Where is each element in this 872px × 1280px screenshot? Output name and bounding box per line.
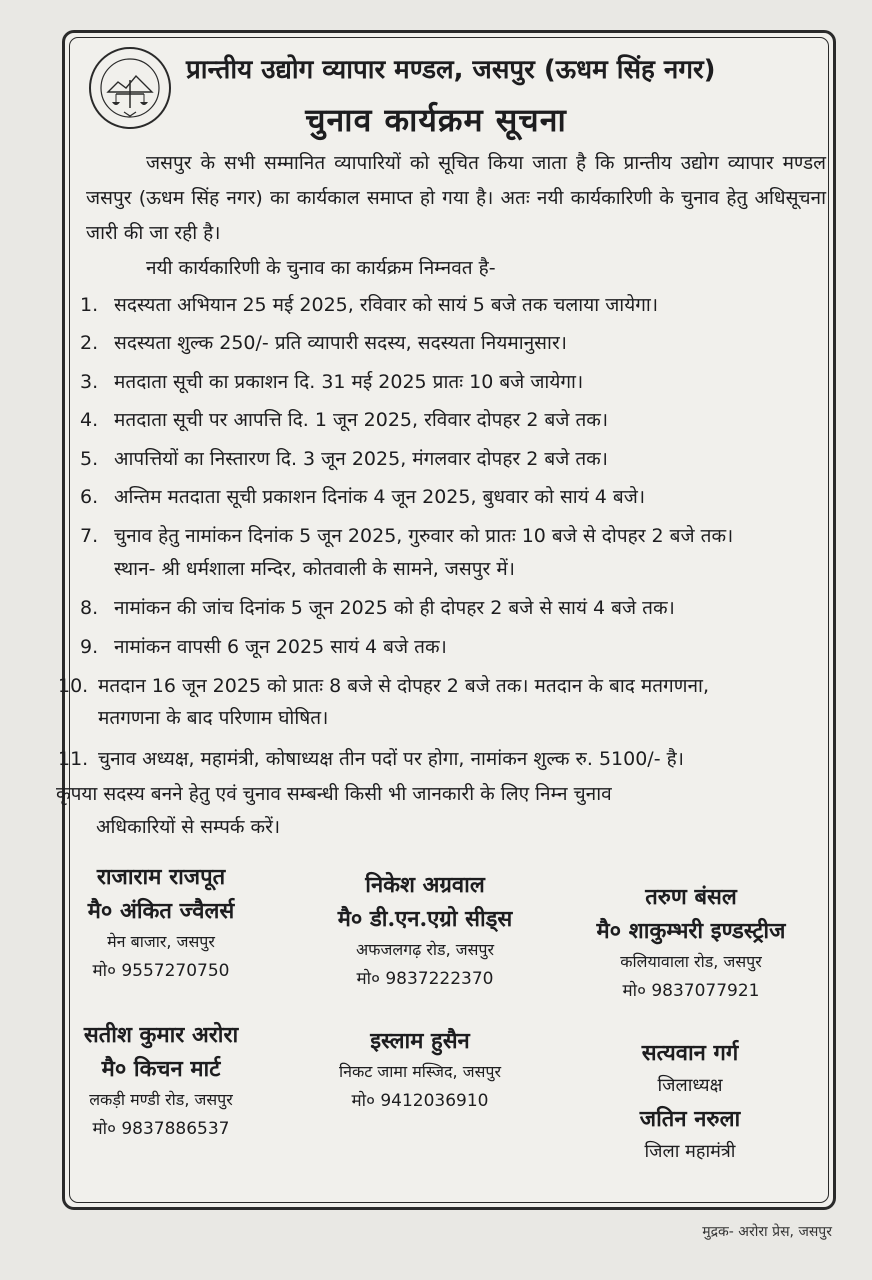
contact-firm: मै० डी.एन.एग्रो सीड्स	[337, 906, 513, 932]
contact-phone: मो० 9837886537	[92, 1119, 230, 1139]
organization-name: प्रान्तीय उद्योग व्यापार मण्डल, जसपुर (ऊधम सिंह नगर)	[186, 55, 716, 85]
contact-phone: मो० 9837222370	[356, 969, 494, 989]
contact-appeal	[56, 778, 828, 844]
contact-address: निकट जामा मस्जिद, जसपुर	[338, 1062, 502, 1081]
contact-address: कलियावाला रोड, जसपुर	[620, 952, 762, 971]
contact-card	[56, 860, 266, 986]
contact-address: लकड़ी मण्डी रोड, जसपुर	[89, 1090, 233, 1109]
printer-credit: मुद्रक- अरोरा प्रेस, जसपुर	[702, 1224, 832, 1240]
contact-phone: मो० 9557270750	[92, 961, 230, 981]
appeal-line-1: कृपया सदस्य बनने हेतु एवं चुनाव सम्बन्धी किसी भी जानकारी के लिए निम्न चुनाव	[56, 783, 612, 805]
appeal-line-2: अधिकारियों से सम्पर्क करें।	[96, 816, 281, 838]
contact-card	[556, 880, 826, 1006]
schedule-item-9: 9. नामांकन वापसी 6 जून 2025 सायं 4 बजे तक।	[80, 636, 447, 658]
contact-card	[300, 868, 550, 994]
contact-firm: मै० किचन मार्ट	[101, 1056, 221, 1082]
schedule-item-6: 6. अन्तिम मतदाता सूची प्रकाशन दिनांक 4 जून 2025, बुधवार को सायं 4 बजे।	[80, 486, 646, 508]
contact-name: सतीश कुमार अरोरा	[83, 1022, 239, 1048]
contact-phone: मो० 9837077921	[622, 981, 760, 1001]
schedule-item-3: 3. मतदाता सूची का प्रकाशन दि. 31 मई 2025 प्रातः 10 बजे जायेगा।	[80, 371, 584, 393]
contact-firm: मै० शाकुम्भरी इण्डस्ट्रीज	[596, 918, 786, 944]
contact-address: मेन बाजार, जसपुर	[107, 932, 215, 951]
official-role: जिला महामंत्री	[644, 1141, 736, 1162]
schedule-item-8: 8. नामांकन की जांच दिनांक 5 जून 2025 को ही दोपहर 2 बजे से सायं 4 बजे तक।	[80, 597, 675, 619]
contact-name: राजाराम राजपूत	[96, 864, 226, 890]
schedule-item-1: 1. सदस्यता अभियान 25 मई 2025, रविवार को सायं 5 बजे तक चलाया जायेगा।	[80, 294, 659, 316]
schedule-item-4: 4. मतदाता सूची पर आपत्ति दि. 1 जून 2025, रविवार दोपहर 2 बजे तक।	[80, 409, 609, 431]
contact-address: अफजलगढ़ रोड, जसपुर	[355, 940, 495, 959]
official-name: सत्यवान गर्ग	[641, 1040, 739, 1066]
notice-title: चुनाव कार्यक्रम सूचना	[305, 101, 567, 139]
schedule-item-7: 7. चुनाव हेतु नामांकन दिनांक 5 जून 2025, गुरुवार को प्रातः 10 बजे से दोपहर 2 बजे तक।	[80, 525, 734, 547]
contact-phone: मो० 9412036910	[351, 1091, 489, 1111]
schedule-lead: नयी कार्यकारिणी के चुनाव का कार्यक्रम निम्नवत है-	[146, 257, 496, 279]
schedule-item-5: 5. आपत्तियों का निस्तारण दि. 3 जून 2025, मंगलवार दोपहर 2 बजे तक।	[80, 448, 608, 470]
contact-card	[300, 1024, 540, 1116]
schedule-item-11: 11. चुनाव अध्यक्ष, महामंत्री, कोषाध्यक्ष तीन पदों पर होगा, नामांकन शुल्क रु. 5100/- है।	[58, 748, 684, 770]
official-card	[590, 1036, 790, 1168]
official-name: जतिन नरुला	[639, 1106, 741, 1132]
schedule-item-2: 2. सदस्यता शुल्क 250/- प्रति व्यापारी सदस्य, सदस्यता नियमानुसार।	[80, 332, 567, 354]
intro-paragraph	[86, 146, 826, 251]
contact-name: निकेश अग्रवाल	[365, 872, 485, 898]
schedule-item-10-cont: मतगणना के बाद परिणाम घोषित।	[98, 707, 329, 729]
contact-name: इस्लाम हुसैन	[370, 1028, 470, 1054]
contact-firm: मै० अंकित ज्वैलर्स	[87, 898, 235, 924]
schedule-item-7-venue: स्थान- श्री धर्मशाला मन्दिर, कोतवाली के सामने, जसपुर में।	[114, 558, 515, 580]
contact-name: तरुण बंसल	[645, 884, 737, 910]
intro-text: जसपुर के सभी सम्मानित व्यापारियों को सूचित किया जाता है कि प्रान्तीय उद्योग व्यापार मण्डल जसपुर (ऊधम सिंह नगर) का कार्यकाल समाप्त हो गया है। अतः नयी कार्यकारिणी के चुनाव हेतु अधिसूचना जारी की जा रही है।	[86, 152, 826, 244]
official-role: जिलाध्यक्ष	[657, 1075, 723, 1096]
schedule-item-10: 10. मतदान 16 जून 2025 को प्रातः 8 बजे से दोपहर 2 बजे तक। मतदान के बाद मतगणना,	[58, 675, 709, 697]
contact-card	[46, 1018, 276, 1144]
